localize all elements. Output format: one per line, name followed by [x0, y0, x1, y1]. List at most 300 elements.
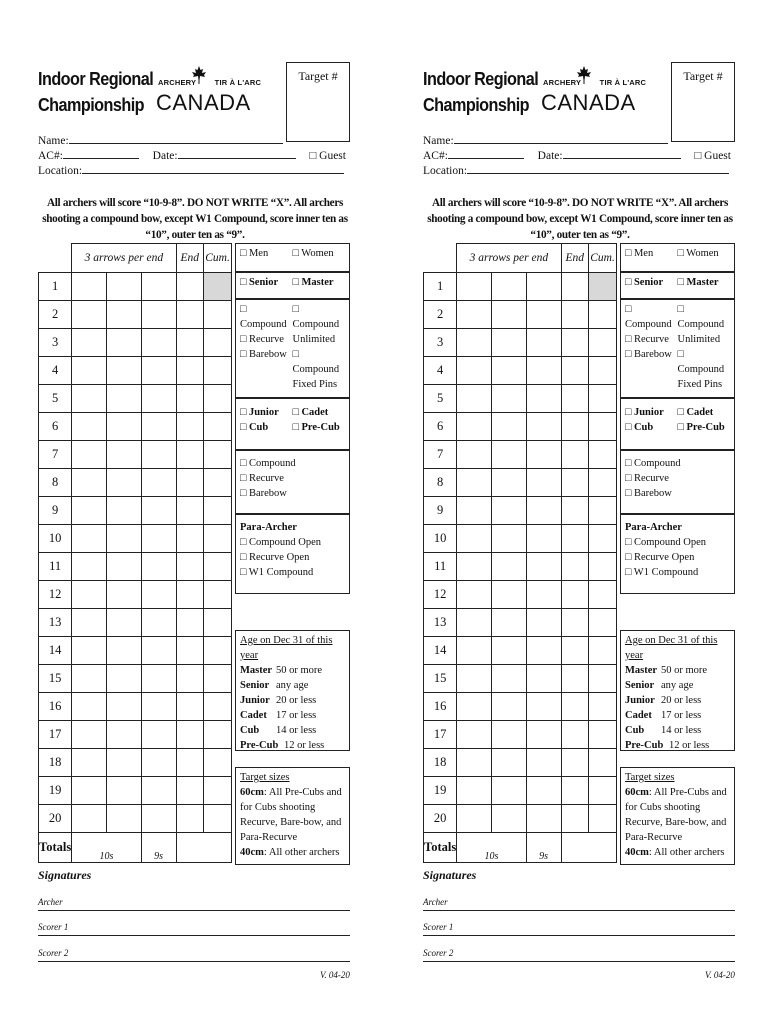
- compound-class-option[interactable]: □ Compound: [677, 304, 725, 330]
- end-total-cell[interactable]: [176, 273, 204, 301]
- logo-canada-word: CANADA: [541, 90, 636, 115]
- arrow-score-cell[interactable]: [141, 637, 176, 665]
- arrow-score-cell[interactable]: [141, 581, 176, 609]
- cumulative-cell[interactable]: [589, 413, 617, 441]
- end-row: [424, 329, 617, 357]
- arrow-score-cell[interactable]: [491, 469, 526, 497]
- arrow-score-cell[interactable]: [526, 693, 561, 721]
- scorer2-signature-line[interactable]: Scorer 2: [38, 948, 350, 962]
- cumulative-cell[interactable]: [204, 329, 232, 357]
- bow-type-checkbox[interactable]: □ Recurve: [240, 334, 284, 345]
- age-table-box: [235, 630, 350, 751]
- men-checkbox[interactable]: □ Men: [625, 248, 654, 259]
- arrow-score-cell[interactable]: [72, 553, 107, 581]
- cumulative-cell[interactable]: [589, 497, 617, 525]
- arrow-score-cell[interactable]: [457, 721, 492, 749]
- arrow-score-cell[interactable]: [526, 553, 561, 581]
- arrow-score-cell[interactable]: [526, 525, 561, 553]
- target-number-box[interactable]: [671, 62, 735, 142]
- end-total-cell[interactable]: [176, 693, 204, 721]
- end-row: [39, 609, 232, 637]
- arrow-score-cell[interactable]: [141, 693, 176, 721]
- guest-checkbox[interactable]: □ Guest: [694, 150, 731, 162]
- arrow-score-cell[interactable]: [72, 721, 107, 749]
- arrow-score-cell[interactable]: [106, 469, 141, 497]
- end-total-cell[interactable]: [561, 581, 589, 609]
- arrow-score-cell[interactable]: [106, 301, 141, 329]
- arrow-score-cell[interactable]: [457, 693, 492, 721]
- arrow-score-cell[interactable]: [457, 497, 492, 525]
- arrow-score-cell[interactable]: [72, 441, 107, 469]
- arrow-score-cell[interactable]: [141, 385, 176, 413]
- end-total-cell[interactable]: [176, 609, 204, 637]
- cumulative-cell[interactable]: [589, 469, 617, 497]
- end-total-cell[interactable]: [176, 637, 204, 665]
- cumulative-cell[interactable]: [589, 721, 617, 749]
- arrow-score-cell[interactable]: [141, 441, 176, 469]
- cumulative-cell[interactable]: [589, 693, 617, 721]
- end-number: 17: [424, 721, 457, 749]
- arrow-score-cell[interactable]: [141, 497, 176, 525]
- para-class-checkbox[interactable]: □ Recurve Open: [625, 552, 695, 563]
- cumulative-cell[interactable]: [204, 693, 232, 721]
- arrow-score-cell[interactable]: [457, 273, 492, 301]
- arrow-score-cell[interactable]: [106, 693, 141, 721]
- senior-checkbox[interactable]: □ Senior: [240, 277, 279, 288]
- end-total-cell[interactable]: [176, 385, 204, 413]
- end-total-cell[interactable]: [176, 777, 204, 805]
- end-total-cell[interactable]: [561, 357, 589, 385]
- bow-type-checkbox[interactable]: □ Barebow: [625, 349, 672, 360]
- scorer1-signature-line[interactable]: Scorer 1: [423, 922, 735, 936]
- arrow-score-cell[interactable]: [141, 469, 176, 497]
- para-class-checkbox[interactable]: □ W1 Compound: [240, 567, 314, 578]
- arrow-score-cell[interactable]: [72, 805, 107, 833]
- cumulative-cell[interactable]: [589, 553, 617, 581]
- arrow-score-cell[interactable]: [526, 329, 561, 357]
- arrow-score-cell[interactable]: [106, 721, 141, 749]
- scoring-notice: All archers will score “10-9-8”. DO NOT WRITE “X”. All archers shooting a compound bow, except W1 Compound, score inner ten as “10”, outer ten as “9”.: [42, 197, 348, 241]
- arrow-score-cell[interactable]: [457, 665, 492, 693]
- arrow-score-cell[interactable]: [106, 385, 141, 413]
- arrow-score-cell[interactable]: [141, 329, 176, 357]
- end-total-cell[interactable]: [561, 413, 589, 441]
- arrow-score-cell[interactable]: [106, 553, 141, 581]
- age-row: [240, 678, 345, 693]
- arrow-score-cell[interactable]: [106, 357, 141, 385]
- arrow-score-cell[interactable]: [141, 301, 176, 329]
- cadet-checkbox[interactable]: □ Cadet: [292, 407, 329, 418]
- adult-bow-box: [620, 299, 735, 398]
- scorecard: [385, 0, 770, 1024]
- arrow-score-cell[interactable]: [457, 637, 492, 665]
- arrow-score-cell[interactable]: [491, 525, 526, 553]
- arrow-score-cell[interactable]: [457, 413, 492, 441]
- arrow-score-cell[interactable]: [491, 301, 526, 329]
- arrow-score-cell[interactable]: [491, 357, 526, 385]
- end-total-cell[interactable]: [176, 525, 204, 553]
- guest-checkbox[interactable]: □ Guest: [309, 150, 346, 162]
- arrow-score-cell[interactable]: [491, 553, 526, 581]
- bow-type-checkbox[interactable]: □ Barebow: [240, 349, 287, 360]
- end-total-cell[interactable]: [561, 777, 589, 805]
- cumulative-cell[interactable]: [204, 805, 232, 833]
- arrow-score-cell[interactable]: [141, 525, 176, 553]
- arrow-score-cell[interactable]: [526, 665, 561, 693]
- ac-field[interactable]: [63, 148, 139, 159]
- arrow-score-cell[interactable]: [106, 413, 141, 441]
- bow-type-checkbox[interactable]: □ Recurve: [625, 334, 669, 345]
- arrow-score-cell[interactable]: [526, 581, 561, 609]
- cumulative-cell[interactable]: [204, 413, 232, 441]
- end-total-cell[interactable]: [176, 497, 204, 525]
- location-field[interactable]: [467, 163, 729, 174]
- arrow-score-cell[interactable]: [491, 609, 526, 637]
- nines-count-cell[interactable]: 9s: [141, 833, 176, 863]
- arrow-score-cell[interactable]: [526, 385, 561, 413]
- scorer1-signature-line[interactable]: Scorer 1: [38, 922, 350, 936]
- arrow-score-cell[interactable]: [106, 581, 141, 609]
- end-total-cell[interactable]: [176, 581, 204, 609]
- end-total-cell[interactable]: [176, 665, 204, 693]
- cumulative-cell[interactable]: [204, 469, 232, 497]
- cumulative-cell[interactable]: [589, 329, 617, 357]
- end-total-cell[interactable]: [561, 553, 589, 581]
- end-number: 6: [424, 413, 457, 441]
- end-total-cell[interactable]: [561, 273, 589, 301]
- tens-count-cell[interactable]: 10s: [457, 833, 526, 863]
- bow-type-checkbox[interactable]: □ Compound: [625, 304, 672, 330]
- end-total-cell[interactable]: [561, 525, 589, 553]
- arrow-score-cell[interactable]: [491, 721, 526, 749]
- end-total-cell[interactable]: [176, 749, 204, 777]
- arrow-score-cell[interactable]: [141, 805, 176, 833]
- arrow-score-cell[interactable]: [72, 777, 107, 805]
- arrow-score-cell[interactable]: [526, 749, 561, 777]
- cumulative-cell[interactable]: [589, 385, 617, 413]
- men-checkbox[interactable]: □ Men: [240, 248, 269, 259]
- arrow-score-cell[interactable]: [457, 553, 492, 581]
- arrow-score-cell[interactable]: [106, 665, 141, 693]
- arrow-score-cell[interactable]: [106, 777, 141, 805]
- arrow-score-cell[interactable]: [106, 329, 141, 357]
- junior-checkbox[interactable]: □ Junior: [625, 407, 664, 418]
- cumulative-cell[interactable]: [204, 301, 232, 329]
- compound-class-option[interactable]: □ Compound: [677, 349, 725, 375]
- arrow-score-cell[interactable]: [526, 273, 561, 301]
- arrow-score-cell[interactable]: [526, 609, 561, 637]
- cumulative-cell[interactable]: [204, 665, 232, 693]
- end-total-cell[interactable]: [561, 749, 589, 777]
- end-total-cell[interactable]: [561, 469, 589, 497]
- cum-header: Cum.: [204, 244, 232, 273]
- cub-checkbox[interactable]: □ Cub: [240, 422, 269, 433]
- name-field[interactable]: [69, 133, 283, 144]
- master-checkbox[interactable]: □ Master: [677, 277, 719, 288]
- bow-type-checkbox[interactable]: □ Barebow: [625, 488, 672, 499]
- cumulative-cell[interactable]: [589, 609, 617, 637]
- version-label: V. 04-20: [705, 970, 735, 980]
- arrow-score-cell[interactable]: [526, 441, 561, 469]
- bow-type-checkbox[interactable]: □ Compound: [240, 458, 296, 469]
- cumulative-cell[interactable]: [204, 609, 232, 637]
- archer-signature-line[interactable]: Archer: [423, 897, 735, 911]
- arrow-score-cell[interactable]: [72, 469, 107, 497]
- title-line-1: Indoor Regional: [38, 69, 154, 89]
- arrow-score-cell[interactable]: [106, 273, 141, 301]
- cumulative-cell[interactable]: [589, 805, 617, 833]
- arrow-score-cell[interactable]: [526, 357, 561, 385]
- end-total-cell[interactable]: [176, 553, 204, 581]
- end-row: [39, 637, 232, 665]
- cumulative-cell[interactable]: [204, 749, 232, 777]
- arrow-score-cell[interactable]: [72, 413, 107, 441]
- age-row: [240, 663, 345, 678]
- para-class-checkbox[interactable]: □ Compound Open: [625, 537, 707, 548]
- cumulative-cell[interactable]: [589, 273, 617, 301]
- arrow-score-cell[interactable]: [106, 637, 141, 665]
- arrow-score-cell[interactable]: [141, 273, 176, 301]
- end-total-cell[interactable]: [561, 637, 589, 665]
- logo-top-row: [158, 78, 261, 87]
- arrow-score-cell[interactable]: [72, 581, 107, 609]
- arrow-score-cell[interactable]: [141, 609, 176, 637]
- end-number: 9: [424, 497, 457, 525]
- age-class-name: Cub: [625, 725, 645, 736]
- scorer2-signature-line[interactable]: Scorer 2: [423, 948, 735, 962]
- pre-cub-checkbox[interactable]: □ Pre-Cub: [677, 422, 725, 433]
- arrow-score-cell[interactable]: [457, 441, 492, 469]
- logo-top-row: [543, 78, 646, 87]
- cumulative-cell[interactable]: [204, 581, 232, 609]
- end-total-cell[interactable]: [176, 805, 204, 833]
- grand-total-cell[interactable]: [176, 833, 231, 863]
- target-sizes-box: [235, 767, 350, 865]
- arrow-score-cell[interactable]: [72, 329, 107, 357]
- arrow-score-cell[interactable]: [491, 329, 526, 357]
- arrow-score-cell[interactable]: [72, 273, 107, 301]
- cumulative-cell[interactable]: [589, 637, 617, 665]
- cumulative-cell[interactable]: [204, 525, 232, 553]
- cub-checkbox[interactable]: □ Cub: [625, 422, 654, 433]
- location-field[interactable]: [82, 163, 344, 174]
- end-total-cell[interactable]: [561, 385, 589, 413]
- date-field[interactable]: [563, 148, 681, 159]
- arrow-score-cell[interactable]: [457, 301, 492, 329]
- totals-label: Totals: [424, 833, 457, 863]
- cumulative-cell[interactable]: [204, 497, 232, 525]
- cumulative-cell[interactable]: [589, 525, 617, 553]
- end-number: 2: [424, 301, 457, 329]
- cumulative-cell[interactable]: [589, 581, 617, 609]
- end-total-cell[interactable]: [561, 693, 589, 721]
- arrow-score-cell[interactable]: [457, 525, 492, 553]
- pre-cub-checkbox[interactable]: □ Pre-Cub: [292, 422, 340, 433]
- compound-class-option[interactable]: □ Compound: [292, 349, 340, 375]
- end-total-cell[interactable]: [561, 441, 589, 469]
- arrow-score-cell[interactable]: [457, 385, 492, 413]
- arrow-score-cell[interactable]: [491, 385, 526, 413]
- arrow-score-cell[interactable]: [141, 357, 176, 385]
- logo-archery-text: ARCHERY: [158, 78, 197, 87]
- archer-signature-line[interactable]: Archer: [38, 897, 350, 911]
- arrows-header: 3 arrows per end: [72, 244, 176, 273]
- end-total-cell[interactable]: [561, 329, 589, 357]
- bow-type-checkbox[interactable]: □ Barebow: [240, 488, 287, 499]
- end-total-cell[interactable]: [561, 609, 589, 637]
- end-total-cell[interactable]: [561, 497, 589, 525]
- arrow-score-cell[interactable]: [491, 413, 526, 441]
- arrow-score-cell[interactable]: [526, 637, 561, 665]
- arrow-score-cell[interactable]: [526, 777, 561, 805]
- arrow-score-cell[interactable]: [141, 777, 176, 805]
- end-total-cell[interactable]: [176, 441, 204, 469]
- arrow-score-cell[interactable]: [106, 525, 141, 553]
- women-checkbox[interactable]: □ Women: [292, 248, 334, 259]
- arrow-score-cell[interactable]: [491, 749, 526, 777]
- arrow-score-cell[interactable]: [72, 301, 107, 329]
- cumulative-cell[interactable]: [204, 385, 232, 413]
- cumulative-cell[interactable]: [589, 441, 617, 469]
- arrow-score-cell[interactable]: [72, 665, 107, 693]
- cumulative-cell[interactable]: [204, 357, 232, 385]
- cadet-checkbox[interactable]: □ Cadet: [677, 407, 714, 418]
- cumulative-cell[interactable]: [589, 749, 617, 777]
- arrow-score-cell[interactable]: [72, 385, 107, 413]
- arrow-score-cell[interactable]: [491, 777, 526, 805]
- end-total-cell[interactable]: [176, 357, 204, 385]
- arrow-score-cell[interactable]: [141, 665, 176, 693]
- para-class-checkbox[interactable]: □ W1 Compound: [625, 567, 699, 578]
- women-checkbox[interactable]: □ Women: [677, 248, 719, 259]
- ac-date-row: [423, 148, 731, 164]
- adult-compound-list: [678, 302, 731, 392]
- cumulative-cell[interactable]: [204, 721, 232, 749]
- end-total-cell[interactable]: [561, 721, 589, 749]
- cumulative-cell[interactable]: [204, 637, 232, 665]
- arrow-score-cell[interactable]: [106, 609, 141, 637]
- arrow-score-cell[interactable]: [457, 609, 492, 637]
- cumulative-cell[interactable]: [589, 357, 617, 385]
- junior-checkbox[interactable]: □ Junior: [240, 407, 279, 418]
- target-number-box[interactable]: [286, 62, 350, 142]
- end-number: 15: [39, 665, 72, 693]
- arrow-score-cell[interactable]: [491, 441, 526, 469]
- cumulative-cell[interactable]: [204, 777, 232, 805]
- end-total-cell[interactable]: [176, 301, 204, 329]
- arrow-score-cell[interactable]: [491, 805, 526, 833]
- para-class-checkbox[interactable]: □ Compound Open: [240, 537, 322, 548]
- ac-field[interactable]: [448, 148, 524, 159]
- arrow-score-cell[interactable]: [72, 609, 107, 637]
- arrow-score-cell[interactable]: [457, 777, 492, 805]
- nines-count-cell[interactable]: 9s: [526, 833, 561, 863]
- arrow-score-cell[interactable]: [491, 693, 526, 721]
- bow-type-checkbox[interactable]: □ Compound: [625, 458, 681, 469]
- grand-total-cell[interactable]: [561, 833, 616, 863]
- senior-checkbox[interactable]: □ Senior: [625, 277, 664, 288]
- arrow-score-cell[interactable]: [106, 805, 141, 833]
- arrow-score-cell[interactable]: [457, 581, 492, 609]
- event-title: [38, 66, 153, 118]
- arrow-score-cell[interactable]: [106, 749, 141, 777]
- cumulative-cell[interactable]: [589, 777, 617, 805]
- arrow-score-cell[interactable]: [526, 721, 561, 749]
- title-line-2: Championship: [38, 95, 145, 115]
- cumulative-cell[interactable]: [589, 665, 617, 693]
- arrow-score-cell[interactable]: [526, 469, 561, 497]
- arrow-score-cell[interactable]: [457, 749, 492, 777]
- end-row: [424, 385, 617, 413]
- age-limit: 50 or more: [661, 665, 708, 676]
- arrow-score-cell[interactable]: [72, 525, 107, 553]
- bow-type-checkbox[interactable]: □ Compound: [240, 304, 287, 330]
- end-total-cell[interactable]: [176, 329, 204, 357]
- target-sizes-title: Target sizes: [625, 772, 675, 783]
- date-field[interactable]: [178, 148, 296, 159]
- arrow-score-cell[interactable]: [526, 497, 561, 525]
- arrow-score-cell[interactable]: [491, 637, 526, 665]
- arrow-score-cell[interactable]: [491, 581, 526, 609]
- compound-class-option[interactable]: □ Compound: [292, 304, 340, 330]
- arrow-score-cell[interactable]: [106, 441, 141, 469]
- arrow-score-cell[interactable]: [141, 413, 176, 441]
- arrow-score-cell[interactable]: [457, 329, 492, 357]
- arrow-score-cell[interactable]: [106, 497, 141, 525]
- arrow-score-cell[interactable]: [141, 721, 176, 749]
- cumulative-cell[interactable]: [204, 553, 232, 581]
- arrow-score-cell[interactable]: [457, 469, 492, 497]
- end-total-cell[interactable]: [561, 665, 589, 693]
- age-row: [625, 678, 730, 693]
- arrow-score-cell[interactable]: [72, 637, 107, 665]
- arrow-score-cell[interactable]: [526, 805, 561, 833]
- end-row: [424, 497, 617, 525]
- arrow-score-cell[interactable]: [141, 553, 176, 581]
- cumulative-cell[interactable]: [589, 301, 617, 329]
- arrow-score-cell[interactable]: [457, 357, 492, 385]
- end-number: 4: [424, 357, 457, 385]
- arrow-score-cell[interactable]: [72, 497, 107, 525]
- tens-count-cell[interactable]: 10s: [72, 833, 141, 863]
- bow-type-checkbox[interactable]: □ Recurve: [625, 473, 669, 484]
- target-sizes-box: [620, 767, 735, 865]
- master-checkbox[interactable]: □ Master: [292, 277, 334, 288]
- end-total-cell[interactable]: [176, 413, 204, 441]
- cumulative-cell[interactable]: [204, 441, 232, 469]
- bow-type-checkbox[interactable]: □ Recurve: [240, 473, 284, 484]
- arrow-score-cell[interactable]: [526, 301, 561, 329]
- arrow-score-cell[interactable]: [526, 413, 561, 441]
- arrow-score-cell[interactable]: [491, 665, 526, 693]
- arrow-score-cell[interactable]: [72, 749, 107, 777]
- age-class-name: Senior: [240, 680, 270, 691]
- arrow-score-cell[interactable]: [141, 749, 176, 777]
- arrow-score-cell[interactable]: [72, 693, 107, 721]
- arrow-score-cell[interactable]: [491, 497, 526, 525]
- arrow-score-cell[interactable]: [457, 805, 492, 833]
- arrow-score-cell[interactable]: [491, 273, 526, 301]
- arrow-score-cell[interactable]: [72, 357, 107, 385]
- end-row: [39, 665, 232, 693]
- para-class-checkbox[interactable]: □ Recurve Open: [240, 552, 310, 563]
- end-total-cell[interactable]: [561, 301, 589, 329]
- end-total-cell[interactable]: [176, 721, 204, 749]
- end-total-cell[interactable]: [561, 805, 589, 833]
- name-field[interactable]: [454, 133, 668, 144]
- cumulative-cell[interactable]: [204, 273, 232, 301]
- end-total-cell[interactable]: [176, 469, 204, 497]
